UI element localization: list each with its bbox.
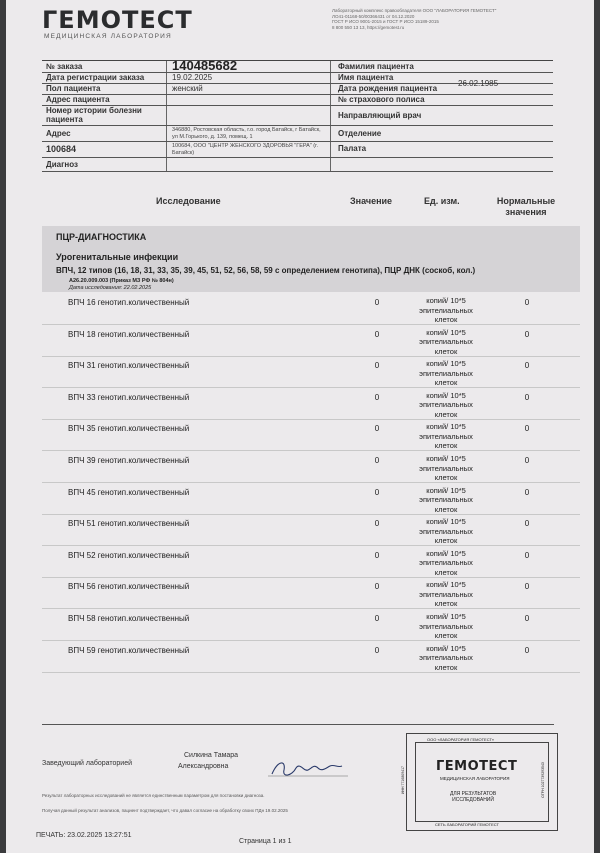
result-unit-line: копий/ 10*5 — [426, 359, 466, 369]
result-norm: 0 — [524, 329, 530, 339]
signature — [268, 754, 352, 782]
info-row — [42, 105, 553, 126]
result-value: 0 — [374, 361, 380, 371]
result-unit-line: клеток — [434, 504, 458, 514]
result-value: 0 — [374, 614, 380, 623]
result-unit-line: клеток — [434, 662, 458, 672]
table-row — [42, 580, 580, 609]
result-unit-line: копий/ 10*5 — [426, 327, 466, 337]
stamp-top: ООО «ЛАБОРАТОРИЯ ГЕМОТЕСТ» — [427, 737, 494, 742]
result-unit — [400, 580, 492, 609]
result-norm: 0 — [524, 456, 530, 465]
order-label: № заказа — [46, 62, 83, 71]
result-name: ВПЧ 31 генотип.количественный — [68, 361, 190, 371]
result-unit-line: копий/ 10*5 — [426, 548, 466, 558]
result-unit — [400, 644, 492, 673]
clinic-code: 100684 — [46, 144, 77, 154]
result-unit-line: эпителиальных — [419, 558, 473, 568]
result-unit-line: эпителиальных — [419, 305, 473, 315]
adres-value: 346880, Ростовская область, г.о. город Батайск, г Батайск, ул М.Горького, д. 139, помещ. 1 — [172, 127, 321, 140]
table-row — [42, 644, 580, 673]
result-norm: 0 — [524, 424, 530, 434]
result-unit — [400, 454, 492, 483]
result-name: ВПЧ 16 генотип.количественный — [68, 298, 190, 307]
birth-label: Дата рождения пациента — [338, 84, 438, 93]
sex-label: Пол пациента — [46, 84, 101, 93]
result-unit-line: копий/ 10*5 — [426, 612, 466, 621]
result-unit-line: эпителиальных — [419, 337, 473, 347]
result-unit-line: эпителиальных — [419, 368, 473, 378]
birth-value: 26.02.1985 — [458, 79, 499, 88]
result-value: 0 — [374, 424, 380, 434]
stamp-left: ИНН 7716809417 — [401, 765, 406, 795]
result-unit-line: клеток — [434, 567, 458, 577]
history-label: Номер истории болезни пациента — [46, 106, 142, 124]
result-unit — [400, 517, 492, 546]
result-name: ВПЧ 52 генотип.количественный — [68, 550, 190, 560]
logo-subtitle: МЕДИЦИНСКАЯ ЛАБОРАТОРИЯ — [44, 33, 172, 40]
stamp-purpose — [450, 791, 496, 803]
column-value: Значение — [350, 196, 393, 206]
result-name: ВПЧ 59 генотип.количественный — [68, 645, 190, 655]
result-value: 0 — [374, 487, 380, 497]
reg-date-value: 19.02.2025 — [172, 73, 213, 82]
table-row — [42, 517, 580, 546]
info-row — [42, 141, 553, 158]
license-block — [332, 8, 552, 30]
stamp-right: ОГРН 1027739293543 — [540, 762, 545, 798]
result-unit-line: эпителиальных — [419, 495, 473, 505]
result-unit-line: эпителиальных — [419, 653, 473, 663]
result-unit-line: эпителиальных — [419, 463, 473, 473]
footer-note-2: Получая данный результат анализов, пациент подтверждает, что давал согласие на обработку своих ПДн 19.02.2025 — [42, 808, 288, 813]
section-title: ПЦР-ДИАГНОСТИКА — [56, 232, 147, 242]
surname-label: Фамилия пациента — [338, 62, 414, 71]
info-row — [42, 157, 553, 172]
sex-value: женский — [172, 84, 203, 93]
stamp-purpose-line: ИССЛЕДОВАНИЙ — [452, 797, 494, 803]
result-value: 0 — [374, 582, 380, 592]
result-unit-line: копий/ 10*5 — [426, 422, 466, 432]
result-unit-line: клеток — [434, 441, 458, 451]
table-row — [42, 612, 580, 641]
test-code: A26.20.009.003 (Приказ МЗ РФ № 804н) — [69, 278, 174, 284]
result-unit-line: копий/ 10*5 — [426, 580, 466, 590]
stamp-bottom: СЕТЬ ЛАБОРАТОРИЙ ГЕМОТЕСТ — [435, 822, 499, 827]
result-unit-line: копий/ 10*5 — [426, 296, 466, 305]
table-row — [42, 391, 580, 420]
result-unit-line: клеток — [434, 473, 458, 482]
table-row — [42, 359, 580, 388]
result-name: ВПЧ 58 генотип.количественный — [68, 614, 190, 623]
table-row — [42, 328, 580, 357]
result-value: 0 — [374, 519, 380, 529]
lab-stamp — [401, 733, 558, 831]
page-label: Страница 1 из 1 — [239, 838, 292, 845]
result-name: ВПЧ 56 генотип.количественный — [68, 582, 190, 592]
result-norm: 0 — [524, 298, 530, 307]
table-row — [42, 296, 580, 325]
result-norm: 0 — [524, 361, 530, 371]
table-row — [42, 454, 580, 483]
head-name-1: Силкина Тамара — [184, 752, 239, 759]
stamp-title: ГЕМОТЕСТ — [436, 759, 518, 774]
result-value: 0 — [374, 456, 380, 465]
info-row — [42, 125, 553, 142]
dept-label: Отделение — [338, 129, 382, 138]
clinic-value: 100684, ООО "ЦЕНТР ЖЕНСКОГО ЗДОРОВЬЯ "ГЕРА" (г. Батайск) — [172, 143, 318, 156]
result-norm: 0 — [524, 392, 530, 402]
result-unit — [400, 422, 492, 451]
result-unit-line: клеток — [434, 346, 458, 356]
result-unit — [400, 612, 492, 641]
license-line: ГОСТ Р ИСО 9001-2015 и ГОСТ Р ИСО 15189-2015 — [332, 19, 439, 24]
logo: ГЕМОТЕСТ — [42, 6, 193, 34]
result-unit-line: копий/ 10*5 — [426, 485, 466, 495]
stamp-sub: МЕДИЦИНСКАЯ ЛАБОРАТОРИЯ — [440, 776, 510, 781]
column-unit: Ед. изм. — [424, 196, 460, 206]
result-unit-line: клеток — [434, 315, 458, 324]
result-unit — [400, 328, 492, 357]
order-number: 140485682 — [172, 58, 238, 73]
section-subtitle: Урогенитальные инфекции — [56, 252, 179, 262]
adres-label: Адрес — [46, 129, 71, 138]
footer-divider — [42, 724, 554, 725]
head-name-2: Александровна — [178, 763, 229, 770]
result-unit-line: клеток — [434, 536, 458, 546]
footer-note-1: Результат лабораторных исследований не является единственным параметром для постановки диагноза. — [42, 793, 265, 798]
reg-date-label: Дата регистрации заказа — [46, 73, 145, 82]
result-name: ВПЧ 45 генотип.количественный — [68, 487, 190, 497]
result-value: 0 — [374, 298, 380, 307]
test-date: Дата исследования: 22.02.2025 — [69, 285, 152, 291]
result-norm: 0 — [524, 645, 530, 655]
test-name: ВПЧ, 12 типов (16, 18, 31, 33, 35, 39, 45, 51, 52, 56, 58, 59 с определением генотипа), ПЦР ДНК (соскоб, кол.) — [56, 266, 476, 275]
result-norm: 0 — [524, 614, 530, 623]
result-name: ВПЧ 35 генотип.количественный — [68, 424, 190, 434]
head-label: Заведующий лабораторией — [42, 760, 132, 767]
result-unit-line: клеток — [434, 378, 458, 388]
result-value: 0 — [374, 550, 380, 560]
column-study: Исследование — [156, 196, 221, 206]
address-label: Адрес пациента — [46, 95, 110, 104]
name-label: Имя пациента — [338, 73, 394, 82]
report-sheet — [6, 0, 594, 853]
license-line: 8 800 550 13 13, https://gemotest.ru — [332, 24, 405, 30]
result-unit-line: эпителиальных — [419, 431, 473, 441]
stamp-purpose-line: ДЛЯ РЕЗУЛЬТАТОВ — [450, 791, 497, 797]
result-unit-line: эпителиальных — [419, 526, 473, 536]
result-norm: 0 — [524, 550, 530, 560]
result-value: 0 — [374, 645, 380, 655]
result-name: ВПЧ 39 генотип.количественный — [68, 456, 190, 465]
result-unit — [400, 549, 492, 578]
license-line: ЛО41-01168-50/00366431 от 04.12.2020 — [332, 13, 415, 19]
result-unit — [400, 391, 492, 420]
result-unit — [400, 359, 492, 388]
table-row — [42, 549, 580, 578]
result-norm: 0 — [524, 519, 530, 529]
result-norm: 0 — [524, 487, 530, 497]
diagnosis-label: Диагноз — [46, 160, 78, 169]
result-unit-line: клеток — [434, 409, 458, 419]
result-name: ВПЧ 18 генотип.количественный — [68, 329, 190, 339]
result-unit-line: эпителиальных — [419, 400, 473, 410]
result-unit — [400, 296, 492, 325]
result-unit-line: эпителиальных — [419, 589, 473, 599]
table-row — [42, 422, 580, 451]
result-name: ВПЧ 33 генотип.количественный — [68, 392, 190, 402]
table-row — [42, 486, 580, 515]
column-norm: Нормальные значения — [496, 196, 556, 217]
patient-info-table — [42, 58, 553, 169]
result-unit-line: клеток — [434, 599, 458, 609]
result-unit-line: копий/ 10*5 — [426, 517, 466, 527]
result-unit — [400, 486, 492, 515]
result-unit-line: клеток — [434, 631, 458, 640]
result-name: ВПЧ 51 генотип.количественный — [68, 519, 190, 529]
stamp-inner — [415, 742, 549, 822]
license-line: Лабораторный комплекс правообладателя ООО "ЛАБОРАТОРИЯ ГЕМОТЕСТ" — [332, 8, 497, 13]
result-value: 0 — [374, 329, 380, 339]
result-unit-line: копий/ 10*5 — [426, 454, 466, 463]
result-norm: 0 — [524, 582, 530, 592]
result-unit-line: копий/ 10*5 — [426, 390, 466, 400]
print-label: ПЕЧАТЬ: 23.02.2025 13:27:51 — [36, 832, 132, 839]
result-value: 0 — [374, 392, 380, 402]
insurance-label: № страхового полиса — [338, 95, 425, 104]
ward-label: Палата — [338, 144, 367, 153]
result-unit-line: копий/ 10*5 — [426, 643, 466, 653]
result-unit-line: эпителиальных — [419, 621, 473, 631]
doctor-label: Направляющий врач — [338, 111, 422, 120]
